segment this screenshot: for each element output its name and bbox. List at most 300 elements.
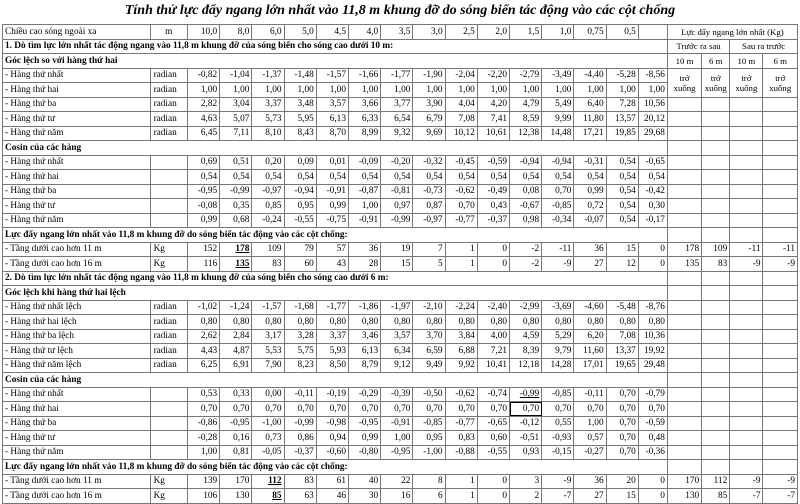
value-cell: -4,40 (574, 68, 606, 83)
result-cell: 83 (702, 257, 730, 272)
table-cell (667, 315, 701, 330)
value-cell: -0,19 (316, 387, 348, 402)
row-label: - Hàng thứ ba lệch (3, 329, 151, 344)
value-cell: 10,61 (477, 126, 509, 141)
value-cell: 3,04 (220, 97, 252, 112)
value-cell: -0,94 (284, 184, 316, 199)
value-cell: 0,60 (477, 431, 509, 446)
angle-heading: Góc lệch khi hàng thứ hai lệch (3, 286, 668, 301)
table-cell (730, 199, 763, 214)
value-cell: 16 (381, 489, 413, 504)
value-cell: 8,70 (316, 126, 348, 141)
result-cell: -9 (763, 474, 798, 489)
value-cell: 6,88 (445, 344, 477, 359)
value-cell: 0,73 (252, 431, 284, 446)
value-cell: 1,00 (316, 83, 348, 98)
value-cell: 0,80 (606, 315, 638, 330)
table-row (3, 97, 798, 112)
value-cell: 5,93 (316, 344, 348, 359)
value-cell: 6,54 (381, 112, 413, 127)
value-cell: -0,77 (445, 213, 477, 228)
value-cell: 27 (574, 489, 606, 504)
table-cell (730, 329, 763, 344)
table-cell (667, 271, 701, 286)
subheading-row (3, 54, 798, 69)
value-cell: 20,12 (638, 112, 667, 127)
value-cell: -0,85 (542, 387, 574, 402)
value-cell: 1,00 (413, 83, 445, 98)
value-cell: 0,55 (542, 416, 574, 431)
fall-subheader: trở xuống (667, 68, 701, 97)
value-cell: 0,70 (606, 402, 638, 417)
unit-cell: radian (150, 97, 187, 112)
value-cell: 0,70 (187, 402, 219, 417)
table-cell (730, 271, 763, 286)
table-cell (667, 460, 701, 475)
value-cell: 170 (220, 474, 252, 489)
value-cell: 1,00 (348, 83, 380, 98)
row-label: - Hàng thứ nhất lệch (3, 300, 151, 315)
value-cell: -0,82 (187, 68, 219, 83)
result-cell: -11 (763, 242, 798, 257)
table-row (3, 184, 798, 199)
value-cell: 0,57 (574, 431, 606, 446)
unit-cell: radian (150, 358, 187, 373)
table-cell (763, 445, 798, 460)
value-cell: 0,68 (220, 213, 252, 228)
value-cell: 28 (348, 257, 380, 272)
value-cell: 0,54 (477, 170, 509, 185)
value-cell: -0,97 (252, 184, 284, 199)
value-cell: 12,18 (510, 358, 542, 373)
value-cell: 0,54 (638, 170, 667, 185)
value-cell: -1,37 (252, 68, 284, 83)
value-cell: -0,15 (542, 445, 574, 460)
table-cell (667, 445, 701, 460)
table-cell (702, 329, 730, 344)
value-cell: 6,25 (187, 358, 219, 373)
table-cell (667, 416, 701, 431)
table-cell (763, 387, 798, 402)
value-cell: 9,49 (413, 358, 445, 373)
value-cell: 0,80 (220, 315, 252, 330)
table-cell (702, 300, 730, 315)
value-cell: 0,16 (220, 431, 252, 446)
value-cell: 3,28 (284, 329, 316, 344)
table-cell (763, 329, 798, 344)
table-cell (763, 126, 798, 141)
table-cell (730, 416, 763, 431)
value-cell: 13,37 (606, 344, 638, 359)
value-cell: 11,60 (574, 344, 606, 359)
table-cell (763, 170, 798, 185)
value-cell: 7,90 (252, 358, 284, 373)
value-cell: 5,95 (284, 112, 316, 127)
table-cell (702, 416, 730, 431)
value-cell: 3,57 (381, 329, 413, 344)
table-row (3, 329, 798, 344)
wave-height-value: 3,5 (381, 25, 413, 40)
value-cell: 0,51 (220, 155, 252, 170)
value-cell: 0,80 (316, 315, 348, 330)
table-row (3, 402, 798, 417)
value-cell: -0,45 (445, 155, 477, 170)
wave-height-value: 5,0 (284, 25, 316, 40)
value-cell: 0 (638, 242, 667, 257)
value-cell: 0,98 (510, 213, 542, 228)
value-cell: 0 (477, 489, 509, 504)
value-cell: 13,57 (606, 112, 638, 127)
row-label: - Tầng dưới cao hơn 16 m (3, 257, 151, 272)
wave-height-value: 2,0 (477, 25, 509, 40)
value-cell: 19,85 (606, 126, 638, 141)
row-label: - Hàng thứ ba (3, 97, 151, 112)
value-cell: 17,21 (574, 126, 606, 141)
value-cell: -0,65 (477, 416, 509, 431)
table-cell (667, 213, 701, 228)
value-cell: -0,37 (477, 213, 509, 228)
table-cell (702, 460, 730, 475)
value-cell: 2 (510, 489, 542, 504)
value-cell: 14,28 (542, 358, 574, 373)
value-cell: 2,82 (187, 97, 219, 112)
value-cell: 0,80 (445, 315, 477, 330)
value-cell: 0,54 (284, 170, 316, 185)
table-cell (667, 286, 701, 301)
result-cell: 170 (667, 474, 701, 489)
row-label: - Hàng thứ năm (3, 126, 151, 141)
table-cell (667, 170, 701, 185)
subheading-row (3, 373, 798, 388)
row-label: - Hàng thứ hai (3, 170, 151, 185)
value-cell: 0,70 (348, 402, 380, 417)
value-cell: -0,17 (638, 213, 667, 228)
value-cell: 0,54 (606, 213, 638, 228)
unit-cell: Kg (150, 474, 187, 489)
value-cell: 61 (316, 474, 348, 489)
unit-cell (150, 170, 187, 185)
value-cell: 0,94 (316, 431, 348, 446)
unit-cell: m (150, 25, 187, 40)
value-cell: 6,40 (574, 97, 606, 112)
row-label: - Hàng thứ năm lệch (3, 358, 151, 373)
value-cell: -0,59 (477, 155, 509, 170)
table-cell (667, 431, 701, 446)
value-cell: -2,10 (413, 300, 445, 315)
wave-height-value: 2,5 (445, 25, 477, 40)
table-row (3, 300, 798, 315)
value-cell: 0,48 (638, 431, 667, 446)
table-row (3, 213, 798, 228)
value-cell: 1 (445, 257, 477, 272)
table-cell (763, 199, 798, 214)
value-cell: -0,27 (574, 445, 606, 460)
value-cell: -0,49 (477, 184, 509, 199)
value-cell: 8,79 (348, 358, 380, 373)
value-cell: -1,57 (252, 300, 284, 315)
value-cell: -1,86 (348, 300, 380, 315)
value-cell: -0,50 (413, 387, 445, 402)
table-cell (730, 387, 763, 402)
unit-cell: radian (150, 68, 187, 83)
row-label: - Tầng dưới cao hơn 11 m (3, 474, 151, 489)
value-cell: 9,92 (445, 358, 477, 373)
table-cell (730, 373, 763, 388)
value-cell: 27 (574, 257, 606, 272)
value-cell: -0,81 (381, 184, 413, 199)
value-cell: 0,70 (606, 431, 638, 446)
table-cell (763, 112, 798, 127)
value-cell: -1,04 (220, 68, 252, 83)
value-cell: 9,69 (413, 126, 445, 141)
value-cell: 83 (252, 257, 284, 272)
value-cell: 0,80 (542, 315, 574, 330)
table-row (3, 112, 798, 127)
value-cell: -0,95 (187, 184, 219, 199)
value-cell: 0,80 (381, 315, 413, 330)
table-cell (702, 141, 730, 156)
value-cell: 10,12 (445, 126, 477, 141)
value-cell: 0,70 (510, 402, 542, 417)
value-cell: -0,42 (638, 184, 667, 199)
value-cell: 152 (187, 242, 219, 257)
table-cell (702, 431, 730, 446)
unit-cell: Kg (150, 257, 187, 272)
value-cell: -9 (542, 474, 574, 489)
value-cell: 116 (187, 257, 219, 272)
value-cell: -11 (542, 242, 574, 257)
value-cell: 7,11 (220, 126, 252, 141)
table-cell (667, 141, 701, 156)
height-subheader: 6 m (763, 54, 798, 69)
row-label: - Hàng thứ năm (3, 213, 151, 228)
value-cell: 19,65 (606, 358, 638, 373)
wave-height-value: 1,0 (542, 25, 574, 40)
table-cell (730, 286, 763, 301)
value-cell: 3,57 (316, 97, 348, 112)
value-cell: 0,20 (252, 155, 284, 170)
page-title: Tính thử lực đẩy ngang lớn nhất vào 11,8 m khung đỡ do sóng biển tác động vào các cột chống (124, 3, 676, 18)
table-cell (702, 387, 730, 402)
unit-cell: radian (150, 344, 187, 359)
table-cell (730, 141, 763, 156)
value-cell: -1,00 (252, 416, 284, 431)
table-cell (702, 373, 730, 388)
value-cell: 135 (220, 257, 252, 272)
unit-cell (150, 213, 187, 228)
value-cell: 3,70 (413, 329, 445, 344)
value-cell: 5,53 (252, 344, 284, 359)
fall-subheader: trở xuống (730, 68, 763, 97)
value-cell: 0,30 (638, 199, 667, 214)
unit-cell: radian (150, 329, 187, 344)
table-cell (763, 344, 798, 359)
data-table (2, 24, 798, 504)
unit-cell (150, 431, 187, 446)
value-cell: -3,49 (542, 68, 574, 83)
value-cell: -0,95 (381, 445, 413, 460)
table-cell (730, 126, 763, 141)
unit-cell (150, 199, 187, 214)
value-cell: 0,53 (187, 387, 219, 402)
value-cell: -0,20 (381, 155, 413, 170)
value-cell: -1,24 (220, 300, 252, 315)
force-heading: Lực đẩy ngang lớn nhất vào 11,8 m khung đỡ do sóng biển tác động vào các cột chống: (3, 228, 668, 243)
value-cell: -2 (510, 257, 542, 272)
subheading-row (3, 286, 798, 301)
value-cell: 29,48 (638, 358, 667, 373)
value-cell: 0,80 (187, 315, 219, 330)
subheading-row (3, 228, 798, 243)
value-cell: -0,12 (510, 416, 542, 431)
result-cell: 178 (667, 242, 701, 257)
value-cell: 6 (413, 489, 445, 504)
value-cell: 14,48 (542, 126, 574, 141)
wave-height-value: 1,5 (510, 25, 542, 40)
value-cell: 3,46 (348, 329, 380, 344)
value-cell: 79 (284, 242, 316, 257)
table-cell (763, 184, 798, 199)
value-cell: -0,51 (510, 431, 542, 446)
table-cell (667, 344, 701, 359)
unit-cell (150, 445, 187, 460)
table-cell (702, 126, 730, 141)
value-cell: -0,62 (445, 387, 477, 402)
row-label: - Tầng dưới cao hơn 16 m (3, 489, 151, 504)
table-cell (730, 184, 763, 199)
value-cell: 0,70 (252, 402, 284, 417)
table-cell (763, 358, 798, 373)
value-cell: -0,91 (381, 416, 413, 431)
table-cell (730, 155, 763, 170)
value-cell: -1,57 (316, 68, 348, 83)
table-cell (763, 213, 798, 228)
table-row (3, 242, 798, 257)
value-cell: -0,65 (638, 155, 667, 170)
value-cell: 6,79 (413, 112, 445, 127)
value-cell: 3,37 (252, 97, 284, 112)
value-cell: 0,70 (220, 402, 252, 417)
table-cell (667, 184, 701, 199)
value-cell: 0,80 (284, 315, 316, 330)
value-cell: 0 (477, 257, 509, 272)
table-cell (730, 228, 763, 243)
table-cell (702, 228, 730, 243)
value-cell: 1,00 (510, 83, 542, 98)
value-cell: 0,87 (413, 199, 445, 214)
table-cell (730, 112, 763, 127)
value-cell: -0,08 (187, 199, 219, 214)
value-cell: 0,70 (638, 402, 667, 417)
table-row (3, 199, 798, 214)
value-cell: -0,55 (284, 213, 316, 228)
value-cell: 0,54 (348, 170, 380, 185)
value-cell: 0,70 (445, 199, 477, 214)
group-before-header: Trước ra sau (667, 39, 729, 54)
value-cell: 0,43 (477, 199, 509, 214)
value-cell: -0,73 (413, 184, 445, 199)
value-cell: 106 (187, 489, 219, 504)
table-cell (763, 141, 798, 156)
value-cell: 29,68 (638, 126, 667, 141)
value-cell: 3,77 (381, 97, 413, 112)
value-cell: 0,70 (606, 445, 638, 460)
value-cell: 4,59 (510, 329, 542, 344)
value-cell: 0,80 (638, 315, 667, 330)
value-cell: 0,00 (252, 387, 284, 402)
value-cell: 15 (381, 257, 413, 272)
value-cell: 1 (445, 474, 477, 489)
value-cell: 112 (252, 474, 284, 489)
header-row (3, 25, 798, 40)
value-cell: 1,00 (574, 416, 606, 431)
value-cell: 0 (638, 474, 667, 489)
value-cell: -0,32 (413, 155, 445, 170)
value-cell: 178 (220, 242, 252, 257)
table-row (3, 315, 798, 330)
value-cell: 7,08 (445, 112, 477, 127)
value-cell: -2 (510, 242, 542, 257)
value-cell: 17,01 (574, 358, 606, 373)
value-cell: 0,86 (284, 431, 316, 446)
value-cell: 0,54 (445, 170, 477, 185)
value-cell: 0,69 (187, 155, 219, 170)
table-cell (667, 155, 701, 170)
table-cell (667, 402, 701, 417)
value-cell: -0,11 (574, 387, 606, 402)
value-cell: 7 (413, 242, 445, 257)
value-cell: 8,23 (284, 358, 316, 373)
value-cell: 1,00 (542, 83, 574, 98)
value-cell: -1,02 (187, 300, 219, 315)
value-cell: 0 (638, 489, 667, 504)
value-cell: 0,80 (413, 315, 445, 330)
unit-cell (150, 184, 187, 199)
value-cell: 0,70 (284, 402, 316, 417)
value-cell: 4,20 (477, 97, 509, 112)
value-cell: 1 (445, 242, 477, 257)
value-cell: 2,62 (187, 329, 219, 344)
section-heading: 1. Dò tìm lực lớn nhất tác động ngang vào 11,8 m khung đỡ của sóng biển cho sóng cao dưới 10 m: (3, 39, 668, 54)
value-cell: -0,29 (348, 387, 380, 402)
value-cell: -0,60 (316, 445, 348, 460)
subheading-row (3, 460, 798, 475)
cosine-heading: Cosin của các hàng (3, 373, 668, 388)
value-cell: 10,56 (638, 97, 667, 112)
unit-cell: radian (150, 83, 187, 98)
value-cell: 12,38 (510, 126, 542, 141)
value-cell: 0,70 (445, 402, 477, 417)
row-label: - Hàng thứ hai (3, 402, 151, 417)
value-cell: 1,00 (220, 83, 252, 98)
value-cell: -1,00 (413, 445, 445, 460)
table-row (3, 257, 798, 272)
value-cell: 130 (220, 489, 252, 504)
value-cell: 4,79 (510, 97, 542, 112)
value-cell: -0,93 (542, 431, 574, 446)
unit-cell: radian (150, 300, 187, 315)
value-cell: -1,90 (413, 68, 445, 83)
table-cell (667, 300, 701, 315)
table-row (3, 155, 798, 170)
value-cell: -0,91 (348, 213, 380, 228)
value-cell: 36 (348, 242, 380, 257)
value-cell: -0,88 (445, 445, 477, 460)
value-cell: -8,56 (638, 68, 667, 83)
table-row (3, 68, 798, 83)
value-cell: -0,31 (574, 155, 606, 170)
table-cell (702, 286, 730, 301)
